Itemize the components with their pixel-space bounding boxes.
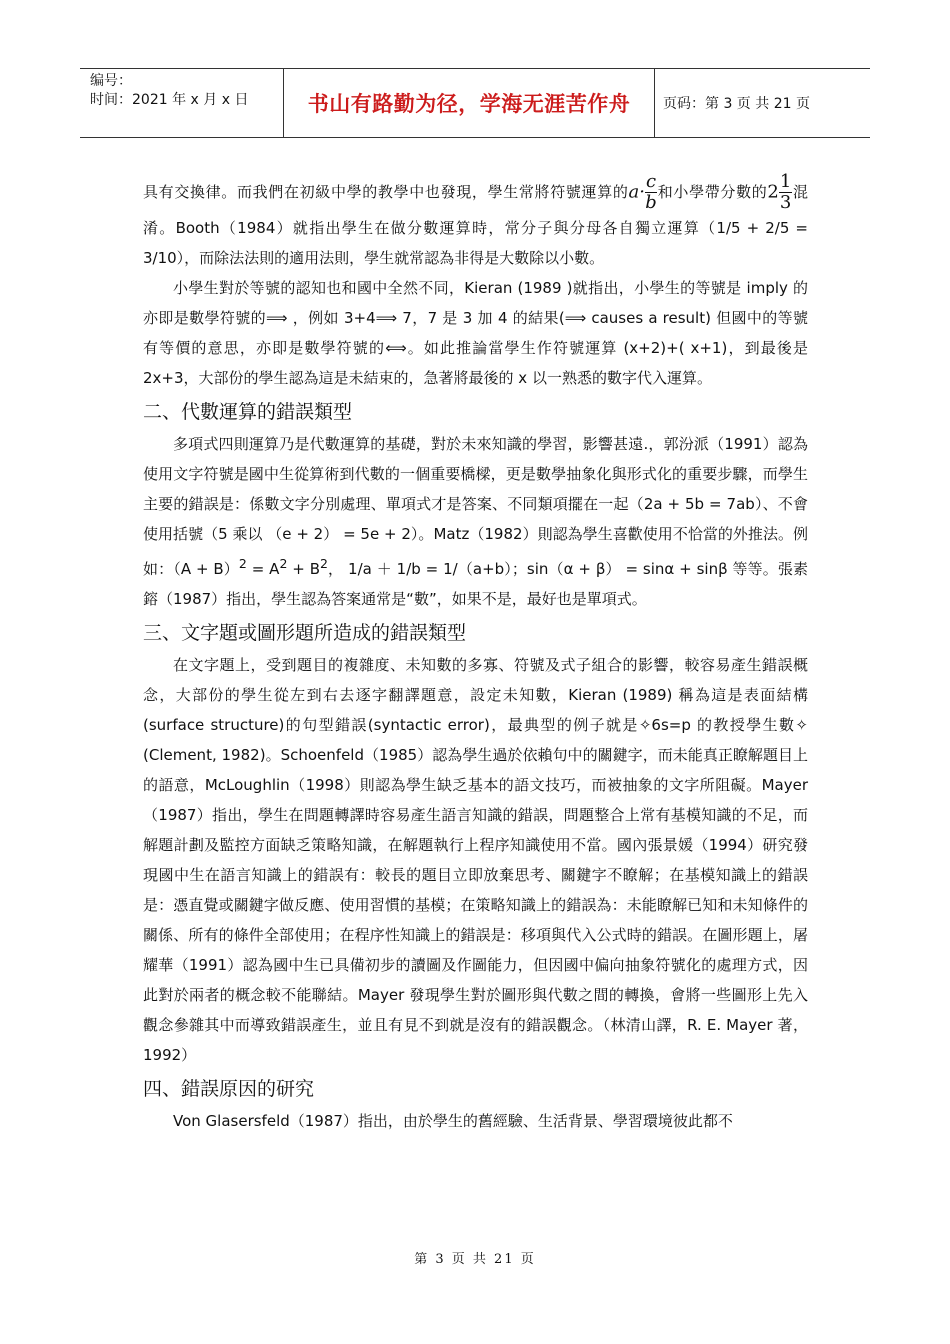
paragraph-3-text-a: 多項式四則運算乃是代數運算的基礎，對於未來知識的學習，影響甚遠.，郭汾派（1991）認為使用文字符號是國中生從算術到代數的一個重要橋樑，更是數學抽象化與形式化的重要步驟，而學生主要的錯誤是：係數文字分別處理、單項式才是答案、不同類項擺在一起（2a + 5b = 7ab）、不會使用括號（5 乘以 （e + 2） = 5e + 2）。Matz（1982）則認為學生喜歡使用不恰當的外推法。例如：（A + B）	[143, 435, 808, 578]
page-header	[80, 68, 870, 138]
header-motto: 书山有路勤为径，学海无涯苦作舟	[283, 69, 655, 137]
paragraph-3-text-c: + B	[287, 560, 320, 578]
paragraph-5: Von Glasersfeld（1987）指出，由於學生的舊經驗、生活背景、學習環境彼此都不	[173, 1112, 733, 1130]
fraction-c-over-b	[645, 172, 657, 213]
page-footer: 第 3 页 共 21 页	[414, 1252, 536, 1267]
document-body	[143, 172, 808, 1136]
math-dot: ·	[639, 181, 645, 203]
section-heading-3: 三、文字題或圖形題所造成的錯誤類型	[143, 622, 467, 644]
header-code-label: 编号：	[90, 73, 132, 89]
paragraph-2: 小學生對於等號的認知也和國中全然不同，Kieran (1989 )就指出，小學生的等號是 imply 的亦即是數學符號的⟹ ，例如 3+4⟹ 7，7 是 3 加 4 的結果(⟹ causes a result) 但國中的等號有等價的意思，亦即是數學符號的⟺。如此推論當學生作符號運算 (x+2)+( x+1)，到最後是 2x+3，大部份的學生認為這是未結束的，急著將最後的 x 以一熟悉的數字代入運算。	[143, 279, 808, 387]
paragraph-1-text-a: 具有交換律。而我們在初級中學的教學中也發現，學生常將符號運算的	[143, 183, 629, 201]
paragraph-1	[143, 172, 808, 273]
mixed-denominator: 3	[779, 192, 792, 213]
fraction-numerator: c	[646, 171, 657, 192]
paragraph-3	[143, 429, 808, 614]
superscript-2: 2	[279, 556, 288, 571]
mixed-number	[767, 172, 792, 213]
paragraph-3-text-d: ， 1/a ＋ 1/b = 1/（a+b）；sin（α + β） = sinα + sinβ 等等。張素鎔（1987）指出，學生認為答案通常是“數”，如果不是，最好也是單項式。	[143, 560, 808, 608]
paragraph-1-text-b: 和小學帶分數的	[657, 183, 768, 201]
superscript-1: 2	[238, 556, 247, 571]
math-a: a	[628, 181, 640, 203]
superscript-3: 2	[320, 556, 328, 571]
header-meta	[80, 69, 283, 137]
fraction-denominator: b	[645, 192, 657, 213]
section-heading-2: 二、代數運算的錯誤類型	[143, 401, 353, 423]
paragraph-4: 在文字題上，受到題目的複雜度、未知數的多寡、符號及式子組合的影響，較容易產生錯誤概念，大部份的學生從左到右去逐字翻譯題意，設定未知數，Kieran (1989) 稱為這是表面結構(surface structure)的句型錯誤(syntactic error)，最典型的例子就是✧6s=p 的教授學生數✧ (Clement, 1982)。Schoenfeld（1985）認為學生過於依賴句中的關鍵字，而未能真正瞭解題目上的語意，McLoughlin（1998）則認為學生缺乏基本的語文技巧，而被抽象的文字所阻礙。Mayer（1987）指出，學生在問題轉譯時容易產生語言知識的錯誤，問題整合上常有基模知識的不足，而解題計劃及監控方面缺乏策略知識，在解題執行上程序知識使用不當。國內張景媛（1994）研究發現國中生在語言知識上的錯誤有：較長的題目立即放棄思考、關鍵字不瞭解；在基模知識上的錯誤是：憑直覺或關鍵字做反應、使用習慣的基模；在策略知識上的錯誤為：未能瞭解已知和未知條件的關係、所有的條件全部使用；在程序性知識上的錯誤是：移項與代入公式時的錯誤。在圖形題上，屠耀華（1991）認為國中生已具備初步的讀圖及作圖能力，但因國中偏向抽象符號化的處理方式，因此對於兩者的概念較不能聯結。Mayer 發現學生對於圖形與代數之間的轉換，會將一些圖形上先入觀念參雜其中而導致錯誤產生，並且有見不到就是沒有的錯誤觀念。（林清山譯，R. E. Mayer 著，1992）	[143, 656, 808, 1064]
header-page-info: 页码：第 3 页 共 21 页	[663, 96, 810, 112]
paragraph-3-text-b: = A	[246, 560, 280, 578]
mixed-fraction	[779, 172, 792, 213]
header-time-label: 时间：2021 年 x 月 x 日	[90, 92, 249, 108]
paragraph-1-text-c: 混淆。Booth（1984）就指出學生在做分數運算時，常分子與分母各自獨立運算（1/5 + 2/5 = 3/10），而除法法則的適用法則，學生就常認為非得是大數除以小數。	[143, 183, 808, 267]
mixed-whole: 2	[767, 181, 779, 203]
mixed-numerator: 1	[779, 171, 792, 192]
section-heading-4: 四、錯誤原因的研究	[143, 1078, 315, 1100]
